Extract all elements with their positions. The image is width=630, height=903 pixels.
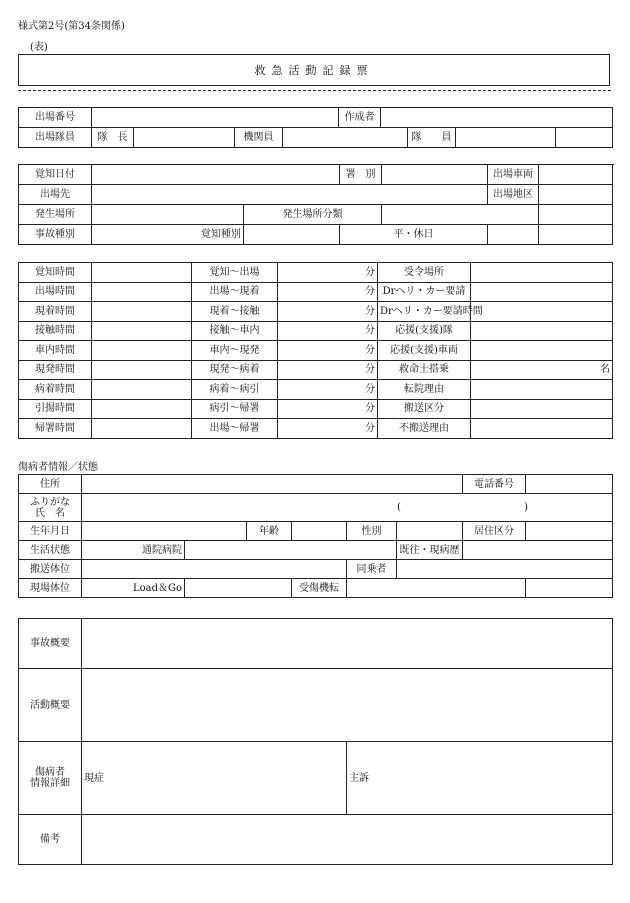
minutes-field[interactable]	[278, 360, 378, 380]
vehicle-label: 出場車両	[488, 165, 539, 185]
interval-label: 病着～病引	[192, 380, 278, 400]
time-field[interactable]	[92, 419, 192, 439]
age-field[interactable]	[292, 522, 347, 541]
loadgo-field[interactable]	[185, 579, 292, 598]
loadgo-label: Load＆Go	[82, 579, 185, 598]
time-row	[19, 341, 613, 361]
minutes-unit: 分	[365, 364, 375, 376]
engineer-label: 機関員	[235, 128, 283, 148]
minutes-unit: 分	[365, 305, 375, 317]
captain-field[interactable]	[134, 128, 235, 148]
form-title: 救急活動記録票	[18, 54, 610, 86]
minutes-field[interactable]	[278, 399, 378, 419]
time-label: 病着時間	[19, 380, 92, 400]
captain-label: 隊 長	[92, 128, 134, 148]
member-field-1[interactable]	[456, 128, 556, 148]
time-label: 覚知時間	[19, 263, 92, 283]
time-label: 引揚時間	[19, 399, 92, 419]
extra-field[interactable]	[471, 419, 613, 439]
time-field[interactable]	[92, 263, 192, 283]
time-field[interactable]	[92, 380, 192, 400]
extra-field[interactable]	[471, 360, 613, 380]
residence-label: 居住区分	[463, 522, 526, 541]
minutes-unit: 分	[365, 403, 375, 415]
full-name-label: 氏 名	[35, 507, 65, 519]
time-table	[18, 262, 613, 439]
transport-pos-label: 搬送体位	[19, 560, 82, 579]
complaint-field[interactable]	[347, 742, 613, 815]
extra-field[interactable]	[471, 341, 613, 361]
minutes-field[interactable]	[278, 341, 378, 361]
name-paren-close: )	[524, 502, 528, 513]
extra-label: 不搬送理由	[378, 419, 471, 439]
patient-detail-label	[19, 742, 82, 815]
minutes-unit: 分	[365, 286, 375, 298]
day-type-field-2[interactable]	[539, 225, 613, 245]
day-type-label: 平・休日	[340, 225, 488, 245]
phone-field[interactable]	[526, 475, 613, 494]
name-paren-open: (	[397, 502, 401, 513]
interval-label: 出場～帰署	[192, 419, 278, 439]
extra-field[interactable]	[471, 380, 613, 400]
sex-field[interactable]	[397, 522, 463, 541]
injury-extra-field[interactable]	[526, 579, 613, 598]
birth-field[interactable]	[82, 522, 247, 541]
extra-label: Drヘリ・カー要請	[378, 282, 471, 302]
place-label: 発生場所	[19, 205, 92, 225]
engineer-field[interactable]	[283, 128, 408, 148]
time-label: 現発時間	[19, 360, 92, 380]
author-label: 作成者	[339, 108, 381, 128]
area-label: 出場地区	[488, 185, 539, 205]
injury-label: 受傷機転	[292, 579, 347, 598]
notice-date-field[interactable]	[92, 165, 340, 185]
interval-label: 病引～帰署	[192, 399, 278, 419]
phone-label: 電話番号	[463, 475, 526, 494]
interval-label: 覚知～出場	[192, 263, 278, 283]
extra-label: 受令場所	[378, 263, 471, 283]
place-extra-field[interactable]	[539, 205, 613, 225]
time-row	[19, 419, 613, 439]
remarks-field[interactable]	[82, 815, 613, 865]
address-label: 住所	[19, 475, 82, 494]
extra-label: 応援(支援)車両	[378, 341, 471, 361]
place-field[interactable]	[92, 205, 244, 225]
notice-type-label: 覚知種別	[92, 225, 244, 245]
notice-type-field[interactable]	[244, 225, 340, 245]
hospital-label: 通院病院	[82, 541, 185, 560]
extra-label: 転院理由	[378, 380, 471, 400]
team-label: 出場隊員	[19, 128, 92, 148]
extra-field[interactable]	[471, 282, 613, 302]
time-field[interactable]	[92, 399, 192, 419]
dispatch-table	[18, 107, 613, 148]
sex-label: 性別	[347, 522, 397, 541]
time-label: 接触時間	[19, 321, 92, 341]
time-label: 車内時間	[19, 341, 92, 361]
name-label	[19, 494, 82, 522]
extra-field[interactable]	[471, 399, 613, 419]
time-row	[19, 263, 613, 283]
incident-table	[18, 164, 613, 245]
notice-date-label: 覚知日付	[19, 165, 92, 185]
time-row	[19, 360, 613, 380]
living-label: 生活状態	[19, 541, 82, 560]
time-label: 出場時間	[19, 282, 92, 302]
minutes-unit: 分	[365, 344, 375, 356]
time-field[interactable]	[92, 360, 192, 380]
extra-field[interactable]	[471, 263, 613, 283]
minutes-field[interactable]	[278, 263, 378, 283]
dispatch-no-label: 出場番号	[19, 108, 92, 128]
time-row	[19, 380, 613, 400]
minutes-unit: 分	[365, 383, 375, 395]
companion-label: 同乗者	[347, 560, 397, 579]
patient-table	[18, 474, 613, 598]
minutes-field[interactable]	[278, 321, 378, 341]
dispatch-no-field[interactable]	[92, 108, 339, 128]
time-row	[19, 302, 613, 322]
vehicle-field[interactable]	[539, 165, 613, 185]
minutes-unit: 分	[365, 422, 375, 434]
extra-field[interactable]	[471, 302, 613, 322]
interval-label: 出場～現着	[192, 282, 278, 302]
companion-field[interactable]	[397, 560, 613, 579]
summary-table	[18, 618, 613, 865]
transport-pos-field[interactable]	[82, 560, 347, 579]
name-field[interactable]	[82, 494, 613, 522]
member-field-2[interactable]	[556, 128, 613, 148]
area-field[interactable]	[539, 185, 613, 205]
extra-label: 応援(支援)隊	[378, 321, 471, 341]
minutes-field[interactable]	[278, 282, 378, 302]
author-field[interactable]	[381, 108, 613, 128]
time-row	[19, 321, 613, 341]
minutes-unit: 分	[365, 325, 375, 337]
time-row	[19, 282, 613, 302]
residence-field[interactable]	[526, 522, 613, 541]
accident-summary-field[interactable]	[82, 619, 613, 669]
patient-detail-line2: 情報詳細	[30, 778, 70, 789]
birth-label: 生年月日	[19, 522, 82, 541]
scene-pos-label: 現場体位	[19, 579, 82, 598]
time-label: 現着時間	[19, 302, 92, 322]
injury-field[interactable]	[347, 579, 526, 598]
minutes-field[interactable]	[278, 419, 378, 439]
hospital-field[interactable]	[185, 541, 397, 560]
minutes-field[interactable]	[278, 380, 378, 400]
complaint-label: 主訴	[349, 772, 369, 784]
accident-type-label: 事故種別	[19, 225, 92, 245]
history-label: 既往・現病歴	[397, 541, 463, 560]
time-field[interactable]	[92, 302, 192, 322]
destination-field[interactable]	[92, 185, 488, 205]
time-label: 帰署時間	[19, 419, 92, 439]
interval-label: 現発～病着	[192, 360, 278, 380]
minutes-unit: 分	[365, 266, 375, 278]
extra-label: 救命士搭乗	[378, 360, 471, 380]
address-field[interactable]	[82, 475, 463, 494]
form-side: (表)	[30, 42, 48, 53]
extra-unit: 名	[600, 364, 610, 376]
symptom-field[interactable]	[82, 742, 347, 815]
remarks-label: 備考	[19, 815, 82, 865]
symptom-label: 現症	[84, 772, 104, 784]
extra-label: Drヘリ・カー要請時間	[378, 302, 471, 322]
furigana-label: ふりがな	[30, 496, 70, 508]
activity-summary-field[interactable]	[82, 669, 613, 742]
accident-summary-label: 事故概要	[19, 619, 82, 669]
interval-label: 現着～接触	[192, 302, 278, 322]
form-number: 様式第2号(第34条関係)	[18, 21, 125, 32]
day-type-field-1[interactable]	[488, 225, 539, 245]
time-field[interactable]	[92, 321, 192, 341]
time-field[interactable]	[92, 282, 192, 302]
patient-section-title: 傷病者情報／状態	[18, 462, 98, 473]
history-field[interactable]	[463, 541, 613, 560]
interval-label: 接触～車内	[192, 321, 278, 341]
minutes-field[interactable]	[278, 302, 378, 322]
extra-label: 搬送区分	[378, 399, 471, 419]
destination-label: 出場先	[19, 185, 92, 205]
patient-detail-line1: 傷病者	[35, 767, 65, 778]
member-label: 隊 員	[408, 128, 456, 148]
office-field[interactable]	[382, 165, 488, 185]
office-label: 署 別	[340, 165, 382, 185]
time-field[interactable]	[92, 341, 192, 361]
age-label: 年齢	[247, 522, 292, 541]
time-row	[19, 399, 613, 419]
activity-summary-label: 活動概要	[19, 669, 82, 742]
place-class-label: 発生場所分類	[244, 205, 382, 225]
interval-label: 車内～現発	[192, 341, 278, 361]
place-class-field[interactable]	[382, 205, 539, 225]
cut-line	[18, 90, 611, 91]
extra-field[interactable]	[471, 321, 613, 341]
